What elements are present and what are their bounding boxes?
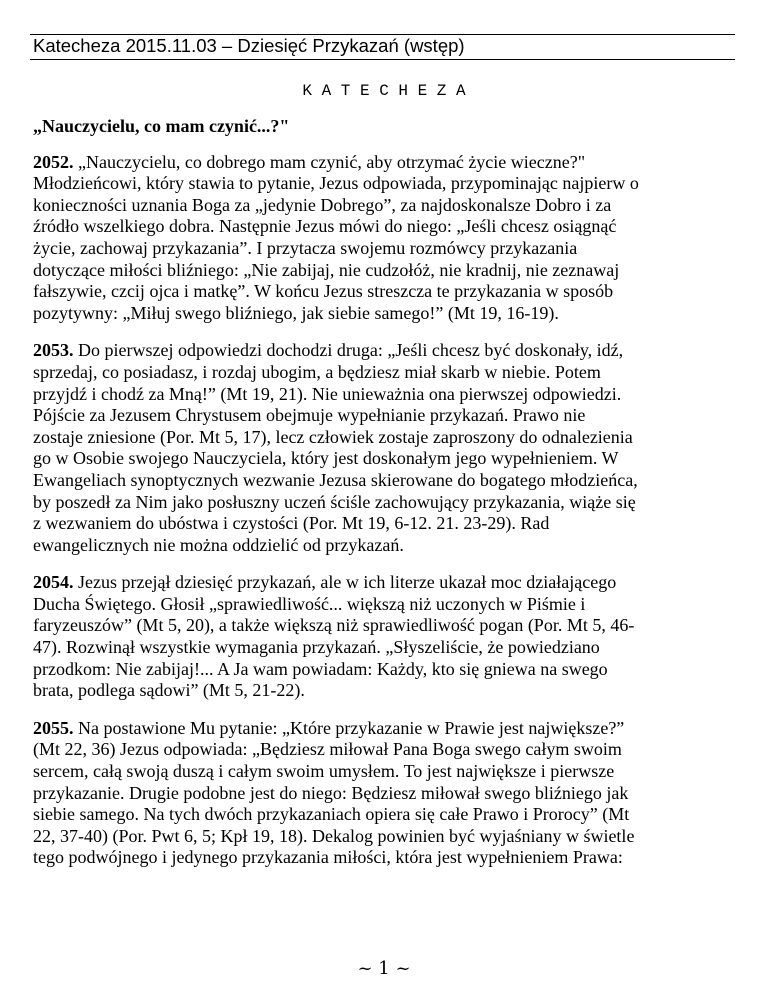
paragraph-line: fałszywie, czcij ojca i matkę”. W końcu Jezus streszcza te przykazania w sposób	[33, 281, 614, 302]
paragraph-line: Ducha Świętego. Głosił „sprawiedliwość... większą niż uczonych w Piśmie i	[33, 593, 586, 614]
page-number: ~ 1 ~	[357, 958, 411, 979]
paragraph-line: ewangelicznych nie można oddzielić od przykazań.	[33, 534, 404, 555]
paragraph-2054	[33, 572, 745, 702]
section-title: „Nauczycielu, co mam czynić...?"	[33, 116, 290, 136]
paragraph-line: pozytywny: „Miłuj swego bliźniego, jak siebie samego!” (Mt 19, 16-19).	[33, 302, 559, 323]
paragraph-line: faryzeuszów” (Mt 5, 20), a także większą niż sprawiedliwość pogan (Por. Mt 5, 46-	[33, 615, 635, 636]
paragraph-line: tego podwójnego i jedynego przykazania miłości, która jest wypełnieniem Prawa:	[33, 847, 623, 868]
paragraph-line: źródło wszelkiego dobra. Następnie Jezus mówi do niego: „Jeśli chcesz osiągnąć	[33, 216, 617, 237]
paragraph-line: (Mt 22, 36) Jezus odpowiada: „Będziesz miłował Pana Boga swego całym swoim	[33, 739, 622, 760]
paragraph-2055	[33, 718, 745, 869]
paragraph-line: zostaje zniesione (Por. Mt 5, 17), lecz człowiek zostaje zaproszony do odnalezienia	[33, 426, 633, 447]
paragraph-line: 2052. „Nauczycielu, co dobrego mam czynić, aby otrzymać życie wieczne?"	[33, 151, 586, 172]
paragraph-line: przykazanie. Drugie podobne jest do niego: Będziesz miłował swego bliźniego jak	[33, 782, 629, 803]
paragraph-line: go w Osobie swojego Nauczyciela, który jest doskonałym jego wypełnieniem. W	[33, 448, 619, 469]
paragraph-line: 22, 37-40) (Por. Pwt 6, 5; Kpł 19, 18). Dekalog powinien być wyjaśniany w świetle	[33, 825, 635, 846]
paragraph-line: życie, zachowaj przykazania”. I przytacza swojemu rozmówcy przykazania	[33, 237, 578, 258]
paragraph-line: 2055. Na postawione Mu pytanie: „Które przykazanie w Prawie jest największe?”	[33, 717, 625, 738]
paragraph-line: z wezwaniem do ubóstwa i czystości (Por. Mt 19, 6-12. 21. 23-29). Rad	[33, 513, 550, 534]
paragraph-2053	[33, 340, 745, 556]
paragraph-line: konieczności uznania Boga za „jedynie Dobrego”, za najdoskonalsze Dobro i za	[33, 194, 612, 215]
paragraph-line: 47). Rozwinął wszystkie wymagania przykazań. „Słyszeliście, że powiedziano	[33, 637, 600, 658]
paragraph-line: 2053. Do pierwszej odpowiedzi dochodzi druga: „Jeśli chcesz być doskonały, idź,	[33, 340, 624, 361]
paragraph-2052	[33, 152, 745, 325]
document-label: K A T E C H E Z A	[302, 82, 466, 100]
paragraph-line: sprzedaj, co posiadasz, i rozdaj ubogim, a będziesz miał skarb w niebie. Potem	[33, 361, 601, 382]
page-header-title: Katecheza 2015.11.03 – Dziesięć Przykazań (wstęp)	[33, 35, 465, 56]
paragraph-number: 2052.	[33, 151, 74, 172]
paragraph-number: 2055.	[33, 717, 74, 738]
paragraph-number: 2053.	[33, 340, 74, 361]
document-body	[33, 116, 745, 885]
paragraph-line: Ewangeliach synoptycznych wezwanie Jezusa skierowane do bogatego młodzieńca,	[33, 469, 638, 490]
header-bottom-rule	[30, 59, 735, 60]
paragraph-number: 2054.	[33, 572, 74, 593]
paragraph-line: siebie samego. Na tych dwóch przykazaniach opiera się całe Prawo i Prorocy” (Mt	[33, 804, 630, 825]
paragraph-line: 2054. Jezus przejął dziesięć przykazań, ale w ich literze ukazał moc działającego	[33, 572, 617, 593]
paragraph-line: Młodzieńcowi, który stawia to pytanie, Jezus odpowiada, przypominając najpierw o	[33, 173, 639, 194]
paragraph-line: sercem, całą swoją duszą i całym swoim umysłem. To jest największe i pierwsze	[33, 761, 615, 782]
paragraph-line: brata, podlega sądowi” (Mt 5, 21-22).	[33, 680, 305, 701]
paragraph-line: przodkom: Nie zabijaj!... A Ja wam powiadam: Każdy, kto się gniewa na swego	[33, 658, 608, 679]
paragraph-line: dotyczące miłości bliźniego: „Nie zabijaj, nie cudzołóż, nie kradnij, nie zeznawaj	[33, 259, 620, 280]
paragraph-line: przyjdź i chodź za Mną!” (Mt 19, 21). Nie unieważnia ona pierwszej odpowiedzi.	[33, 383, 622, 404]
paragraph-line: by poszedł za Nim jako posłuszny uczeń ściśle zachowujący przykazania, wiąże się	[33, 491, 636, 512]
paragraph-line: Pójście za Jezusem Chrystusem obejmuje wypełnianie przykazań. Prawo nie	[33, 405, 586, 426]
